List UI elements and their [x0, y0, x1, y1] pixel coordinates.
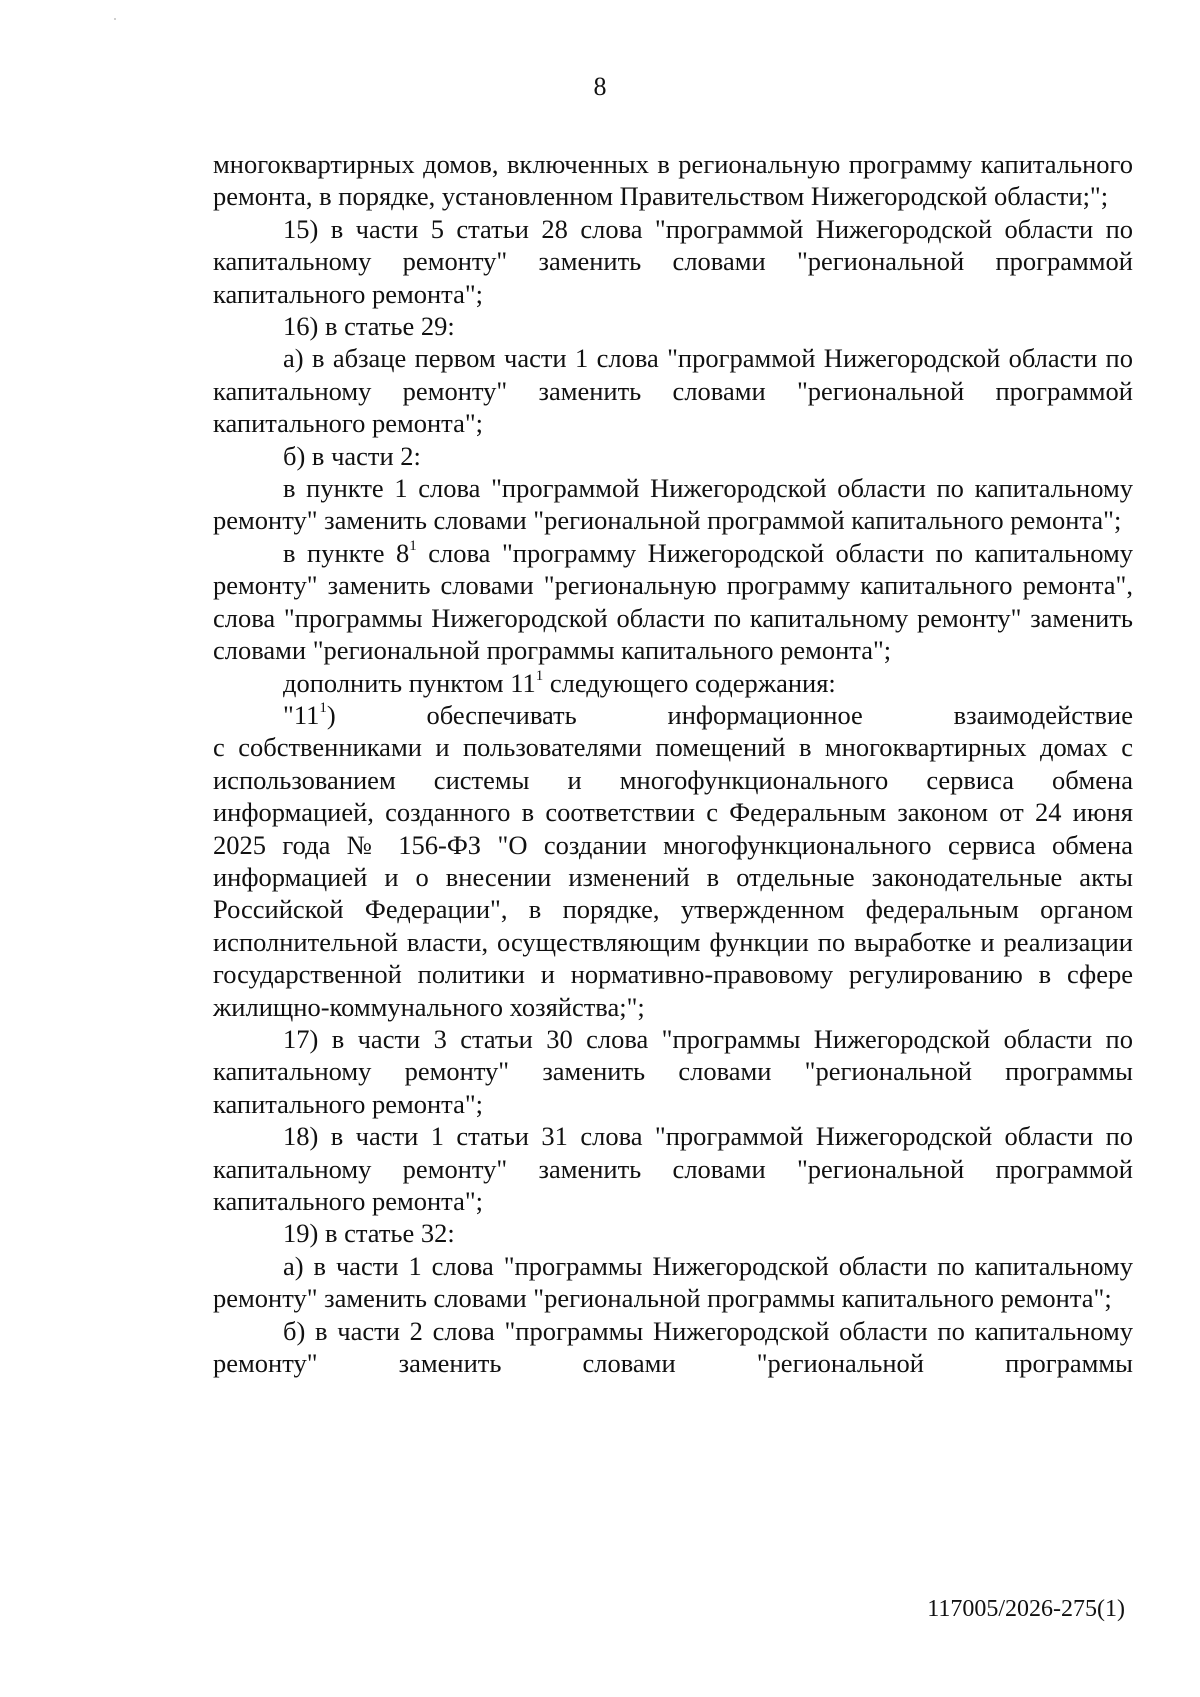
paragraph-item-15: 15) в части 5 статьи 28 слова "программой Нижегородской области по капитальному ремонту" заменить словами "региональной программой капитального ремонта";	[213, 213, 1133, 309]
paragraph-item-16a: а) в абзаце первом части 1 слова "программой Нижегородской области по капитальному ремонту" заменить словами "региональной программой капитального ремонта";	[213, 343, 1133, 439]
paragraph-point-1: в пункте 1 слова "программой Нижегородской области по капитальному ремонту" заменить словами "региональной программой капитального ремонта";	[213, 473, 1133, 536]
text-fragment: дополнить пунктом 11	[283, 667, 536, 698]
paragraph-add-point-11-1	[213, 667, 1133, 699]
paragraph-point-8-1	[213, 537, 1133, 667]
paragraph-point-11-1-first-line	[213, 699, 1133, 731]
paragraph-item-16: 16) в статье 29:	[283, 311, 455, 342]
document-code: 117005/2026-275(1)	[927, 1596, 1125, 1622]
text-fragment: следующего содержания:	[543, 667, 836, 698]
superscript: 1	[319, 700, 327, 717]
document-body	[213, 148, 1133, 1379]
page-number: 8	[593, 72, 607, 101]
text-fragment: ) обеспечивать информационное взаимодействие	[326, 699, 1133, 730]
superscript: 1	[535, 667, 544, 684]
text-fragment: "11	[283, 699, 320, 730]
superscript: 1	[409, 538, 417, 555]
paragraph-continuation: многоквартирных домов, включенных в региональную программу капитального ремонта, в порядке, установленном Правительством Нижегородской области;";	[213, 149, 1133, 212]
paragraph-item-17: 17) в части 3 статьи 30 слова "программы Нижегородской области по капитальному ремонту" заменить словами "региональной программы капитального ремонта";	[213, 1023, 1133, 1119]
paragraph-item-19a: а) в части 1 слова "программы Нижегородской области по капитальному ремонту" заменить словами "региональной программы капитального ремонта";	[213, 1250, 1133, 1314]
paragraph-item-19: 19) в статье 32:	[283, 1218, 455, 1249]
scan-speck	[114, 18, 116, 20]
text-fragment: в пункте 8	[283, 537, 410, 568]
text-fragment: слова "программу Нижегородской области по капитальному ремонту" заменить словами "региональную программу капитального ремонта", слова "программы Нижегородской области по капитальному ремонту" заменить словами "региональной программы капитального ремонта";	[213, 537, 1133, 666]
paragraph-item-18: 18) в части 1 статьи 31 слова "программой Нижегородской области по капитальному ремонту" заменить словами "региональной программой капитального ремонта";	[213, 1121, 1133, 1216]
paragraph-item-19b: б) в части 2 слова "программы Нижегородской области по капитальному ремонту" заменить словами "региональной программы	[213, 1315, 1133, 1379]
paragraph-point-11-1-text: с собственниками и пользователями помещений в многоквартирных домах с использованием системы и многофункционального сервиса обмена информацией, созданного в соответствии с Федеральным законом от 24 июня 2025 года № 156-ФЗ "О создании многофункционального сервиса обмена информацией и о внесении изменений в отдельные законодательные акты Российской Федерации", в порядке, утвержденном федеральным органом исполнительной власти, осуществляющим функции по выработке и реализации государственной политики и нормативно-правовому регулированию в сфере жилищно-коммунального хозяйства;";	[213, 732, 1133, 1022]
paragraph-item-16b: б) в части 2:	[283, 440, 421, 471]
